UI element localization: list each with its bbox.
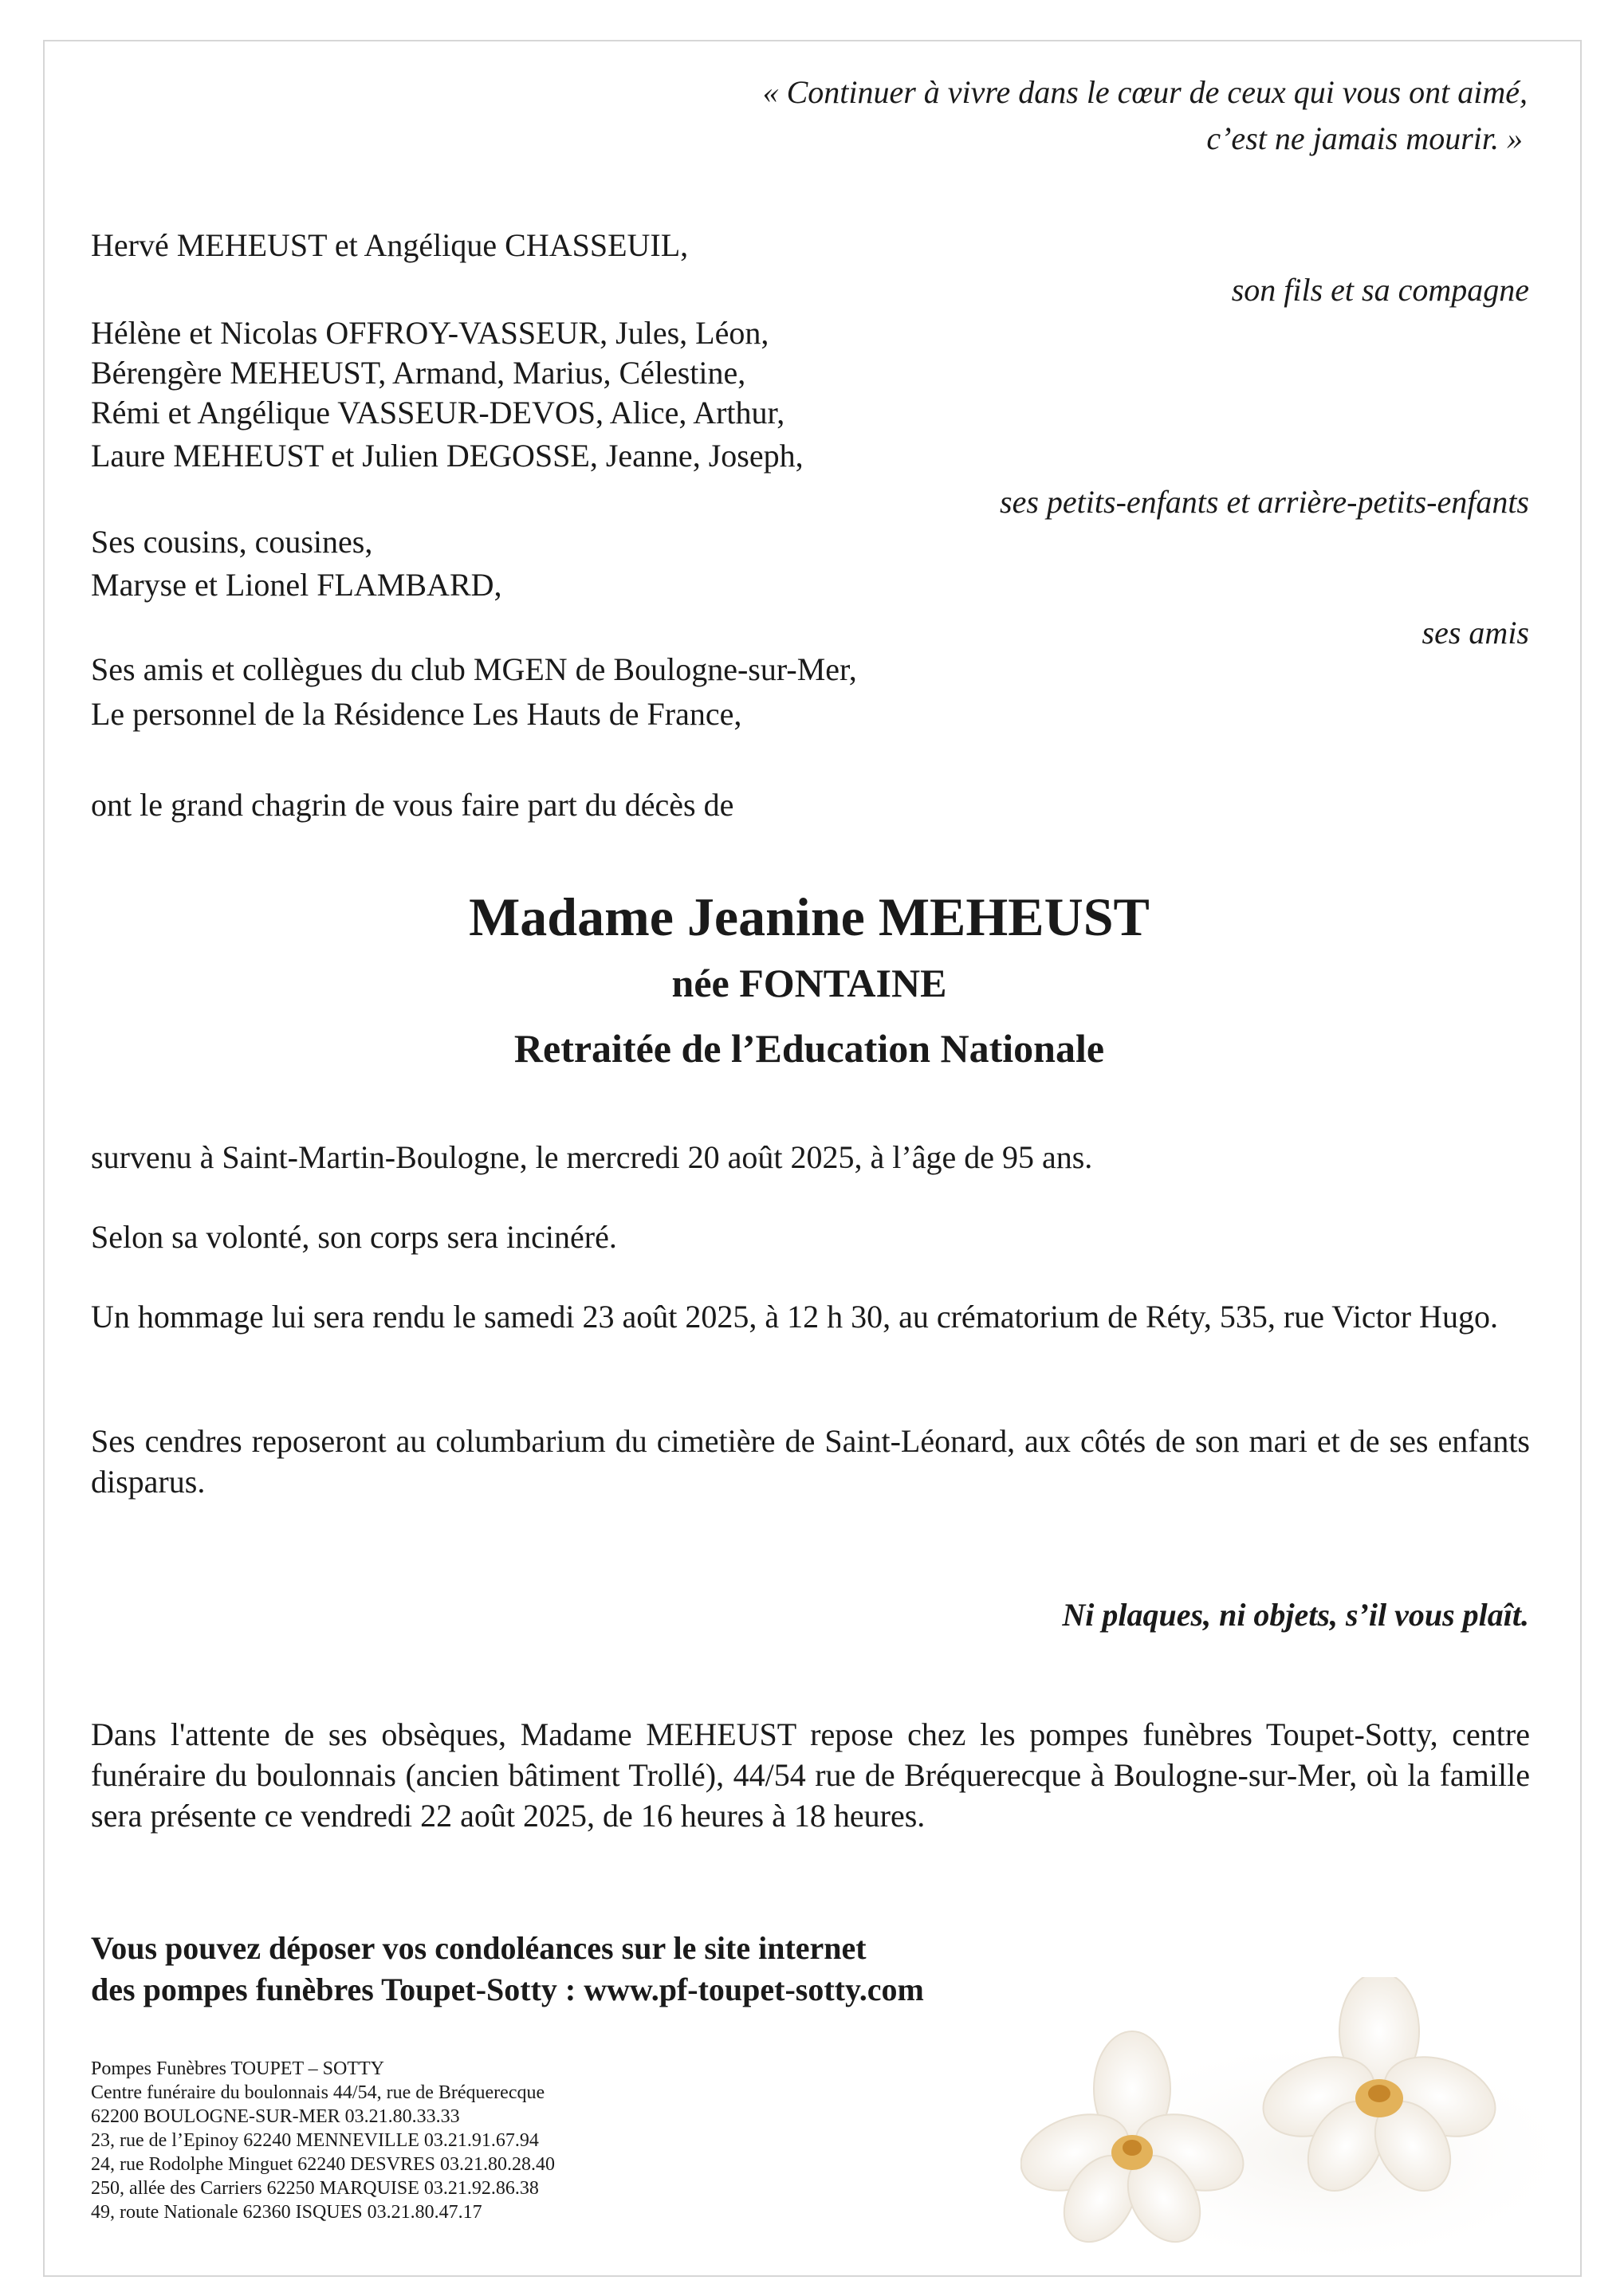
funeral-home-footer [91,2057,555,2224]
grandchildren-line: Bérengère MEHEUST, Armand, Marius, Célestine, [91,355,746,391]
footer-line: 23, rue de l’Epinoy 62240 MENNEVILLE 03.21.91.67.94 [91,2130,539,2151]
ashes-details: Ses cendres reposeront au columbarium du cimetière de Saint-Léonard, aux côtés de son mari et de ses enfants disparus. [91,1423,1530,1500]
footer-line: 24, rue Rodolphe Minguet 62240 DESVRES 03.21.80.28.40 [91,2154,555,2175]
death-details: survenu à Saint-Martin-Boulogne, le mercredi 20 août 2025, à l’âge de 95 ans. [91,1139,1093,1175]
cousins-line: Ses cousins, cousines, [91,524,373,560]
grandchildren-line: Rémi et Angélique VASSEUR-DEVOS, Alice, Arthur, [91,395,785,431]
condolences-line-1: Vous pouvez déposer vos condoléances sur le site internet [91,1930,867,1966]
quote-line-2: c’est ne jamais mourir. » [1206,120,1523,156]
footer-line: Centre funéraire du boulonnais 44/54, rue de Bréquerecque [91,2082,545,2103]
family-son: Hervé MEHEUST et Angélique CHASSEUIL, [91,227,689,263]
condolences-line-2: des pompes funèbres Toupet-Sotty : www.pf-toupet-sotty.com [91,1972,924,2007]
no-flowers-notice: Ni plaques, ni objets, s’il vous plaît. [1062,1597,1529,1633]
grandchildren-line: Laure MEHEUST et Julien DEGOSSE, Jeanne, Joseph, [91,438,804,474]
footer-line: 250, allée des Carriers 62250 MARQUISE 03.21.92.86.38 [91,2178,539,2199]
colleagues-line: Ses amis et collègues du club MGEN de Boulogne-sur-Mer, [91,651,857,687]
friends-relation: ses amis [1421,615,1529,651]
tribute-details: Un hommage lui sera rendu le samedi 23 août 2025, à 12 h 30, au crématorium de Réty, 535, rue Victor Hugo. [91,1299,1498,1335]
cousins-line: Maryse et Lionel FLAMBARD, [91,567,502,603]
announcement-intro: ont le grand chagrin de vous faire part du décès de [91,787,734,823]
grandchildren-relation: ses petits-enfants et arrière-petits-enfants [1000,484,1529,520]
orchid-flowers-icon [1020,1977,1579,2264]
deceased-title: Retraitée de l’Education Nationale [513,1026,1105,1071]
deceased-name: Madame Jeanine MEHEUST [469,887,1150,947]
grandchildren-line: Hélène et Nicolas OFFROY-VASSEUR, Jules, Léon, [91,315,769,351]
footer-line: 49, route Nationale 62360 ISQUES 03.21.80.47.17 [91,2202,482,2223]
deceased-maiden-name: née FONTAINE [671,961,947,1005]
cremation-wish: Selon sa volonté, son corps sera incinéré. [91,1219,617,1255]
visitation-details: Dans l'attente de ses obsèques, Madame MEHEUST repose chez les pompes funèbres Toupet-Sotty, centre funéraire du boulonnais (ancien bâtiment Trollé), 44/54 rue de Bréquerecque à Boulogne-sur-Mer, où la famille sera présente ce vendredi 22 août 2025, de 16 heures à 18 heures. [91,1716,1530,1834]
footer-line: 62200 BOULOGNE-SUR-MER 03.21.80.33.33 [91,2106,460,2127]
quote-line-1: « Continuer à vivre dans le cœur de ceux qui vous ont aimé, [762,74,1528,110]
footer-line: Pompes Funèbres TOUPET – SOTTY [91,2058,385,2079]
family-son-relation: son fils et sa compagne [1231,272,1529,308]
colleagues-line: Le personnel de la Résidence Les Hauts de France, [91,696,742,732]
